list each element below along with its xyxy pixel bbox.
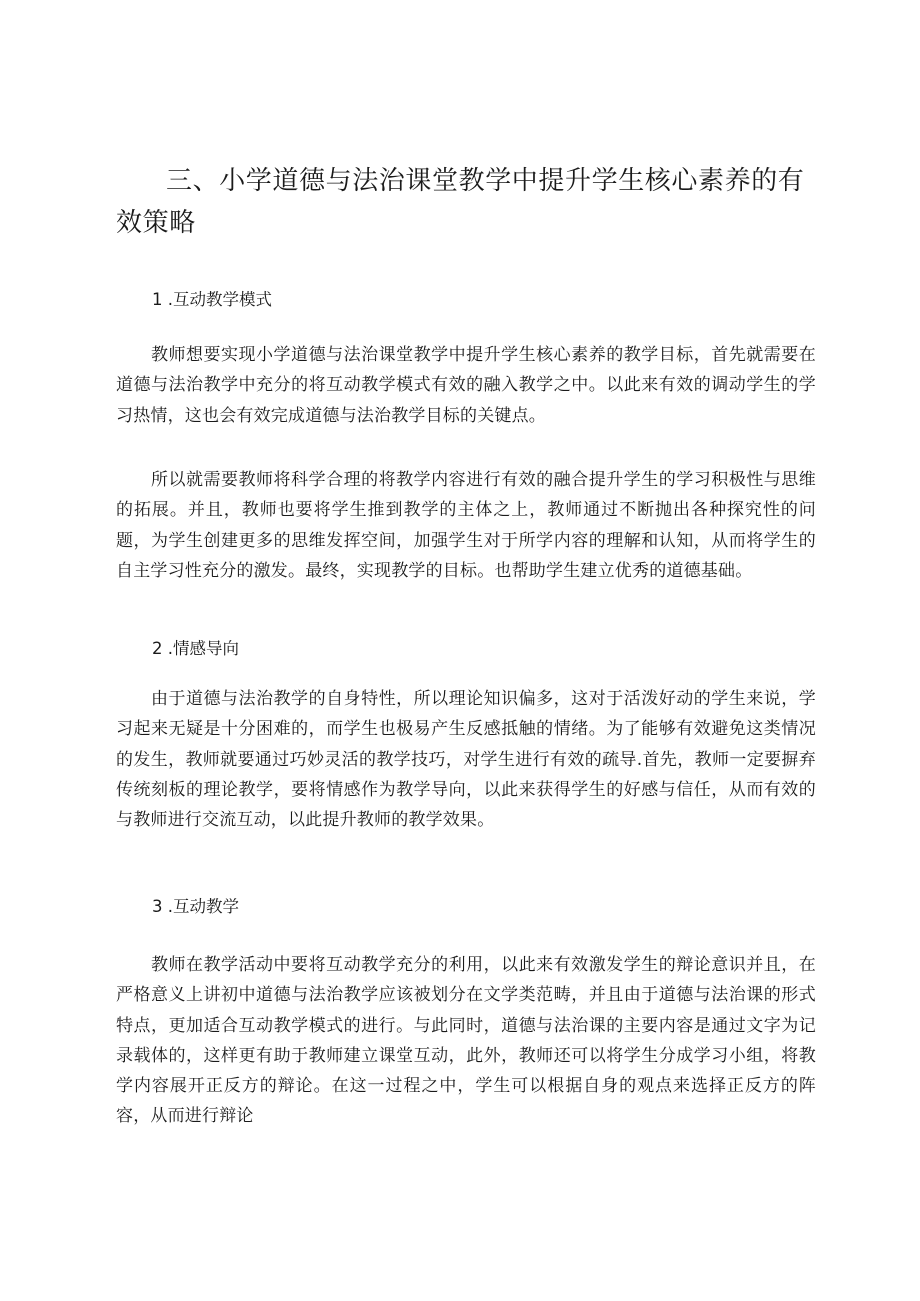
section-heading-3: 3 .互动教学: [152, 897, 239, 916]
section-heading-2: 2 .情感导向: [152, 639, 239, 658]
page-title: 三、小学道德与法治课堂教学中提升学生核心素养的有效策略: [116, 166, 805, 238]
paragraph: 所以就需要教师将科学合理的将教学内容进行有效的融合提升学生的学习积极性与思维的拓展。并且，教师也要将学生推到教学的主体之上，教师通过不断抛出各种探究性的问题，为学生创建更多的思维发挥空间，加强学生对于所学内容的理解和认知，从而将学生的自主学习性充分的激发。最终，实现教学的目标。也帮助学生建立优秀的道德基础。: [116, 470, 816, 581]
paragraph: 由于道德与法治教学的自身特性，所以理论知识偏多，这对于活泼好动的学生来说，学习起来无疑是十分困难的，而学生也极易产生反感抵触的情绪。为了能够有效避免这类情况的发生，教师就要通过巧妙灵活的教学技巧，对学生进行有效的疏导.首先，教师一定要摒弃传统刻板的理论教学，要将情感作为教学导向，以此来获得学生的好感与信任，从而有效的与教师进行交流互动，以此提升教师的教学效果。: [116, 689, 816, 831]
section-heading-1: 1 .互动教学模式: [152, 290, 272, 309]
paragraph: 教师想要实现小学道德与法治课堂教学中提升学生核心素养的教学目标，首先就需要在道德与法治教学中充分的将互动教学模式有效的融入教学之中。以此来有效的调动学生的学习热情，这也会有效完成道德与法治教学目标的关键点。: [116, 345, 816, 426]
paragraph: 教师在教学活动中要将互动教学充分的利用，以此来有效激发学生的辩论意识并且，在严格意义上讲初中道德与法治教学应该被划分在文学类范畴，并且由于道德与法治课的形式特点，更加适合互动教学模式的进行。与此同时，道德与法治课的主要内容是通过文字为记录载体的，这样更有助于教师建立课堂互动，此外，教师还可以将学生分成学习小组，将教学内容展开正反方的辩论。在这一过程之中，学生可以根据自身的观点来选择正反方的阵容，从而进行辩论: [116, 955, 816, 1127]
